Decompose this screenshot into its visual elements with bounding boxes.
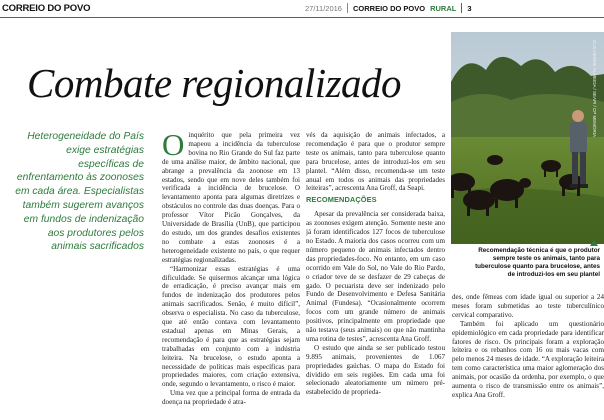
article-column-1 xyxy=(162,131,300,420)
section-name: RURAL xyxy=(430,3,457,13)
body-paragraph: Também foi aplicado um questionário epidemiológico em cada propriedade para identificar fatores de risco. Os principais foram a exploração leiteira e os rebanhos com 16 ou mais vacas com pelo menos 24 meses de idade. “A exploração leiteira tem como característica uma maior aglomeração dos animais, por ocasião da ordenha, por exemplo, o que aumenta o risco de transmissão entre os animais”, explica Ana Groff. xyxy=(452,319,604,399)
drop-cap: O xyxy=(162,131,185,162)
cattle-pasture-photo xyxy=(451,32,604,244)
photo-credit xyxy=(589,40,597,150)
section-subhead: RECOMENDAÇÕES xyxy=(306,195,377,205)
article-deck: Heterogeneidade do País exige estratégias específicas de enfrentamento às zoonoses em cada área. Especialistas também sugerem avanços em fundos de indenização aos produtores pelos animais sacrificados xyxy=(15,131,144,253)
photo-caption: Recomendação técnica é que o produtor sempre teste os animais, tanto para tuberculose quanto para brucelose, antes de introduzi-los em seu plantel xyxy=(475,247,600,279)
body-paragraph: Apesar da prevalência ser considerada baixa, as zoonoses exigem atenção. Somente neste ano já foram identificados 127 focos de tuberculose no Estado. A maioria dos casos ocorreu com um número pequeno de animais infectados dentro das propriedades-foco. No entanto, em um caso ocorrido em Vale do Sol, no Vale do Rio Pardo, o criador teve de se desfazer de 29 cabeças de gado. O pecuarista deve ser indenizado pelo Fundo de Desenvolvimento e Defesa Sanitária Animal (Fundesa). “Ocasionalmente ocorrem focos com um grande número de animais positivos, principalmente em propriedade que não testava (seus animais) ou que não mantinha uma rotina de testes”, acrescenta Ana Groff. xyxy=(306,210,445,343)
body-paragraph: O estudo que ainda se ser publicado testou 9.895 animais, provenientes de 1.067 propriedades gaúchas. O mapa do Estado foi dividido em seis regiões. Em cada uma foi selecionado aleatoriamente um número pré-estabelecido de proprieda- xyxy=(306,343,445,397)
body-paragraph: des, onde fêmeas com idade igual ou superior a 24 meses foram submetidas ao teste tuberculínico cervical comparativo. xyxy=(452,293,604,319)
header-rule xyxy=(0,17,604,18)
body-paragraph: Uma vez que a principal forma de entrada da doença na propriedade é atra- xyxy=(162,389,300,407)
page-header xyxy=(305,1,472,15)
body-paragraph: inquérito que pela primeira vez mapeou a incidência da tuberculose bovina no Rio Grande do Sul faz parte de uma análise maior, de âmbito nacional, que abrange a prevalência da zoonose em 13 estados, sendo que em nove deles também foi verificada a incidência de brucelose. O levantamento aponta para algumas diretrizes e obstáculos no controle das duas doenças. Para o professor Vítor Picão Gonçalves, da Universidade de Brasília (UnB), que participou do estudo, um dos grandes desafios existentes no combate a estas zoonoses é a heterogeneidade existente no país, o que requer estratégias regionalizadas. xyxy=(162,131,300,264)
issue-date: 27/11/2016 xyxy=(305,3,342,13)
headline: Combate regionalizado xyxy=(27,60,402,106)
header-divider xyxy=(347,3,348,13)
body-paragraph: “Harmonizar essas estratégias é uma dificuldade. Se quisermos alcançar uma lógica de erradicação, é preciso avançar mais em fundos de indenização dos produtores pelos animais sacrificados. Senão, é muito difícil”, observa o especialista. No caso da tuberculose, que até então contava com levantamento estadual apenas em Minas Gerais, a recomendação é para que as estratégias sejam trabalhadas em conjunto com a indústria leiteira. Na brucelose, o estudo aponta a necessidade de políticas mais específicas para propriedades maiores, com criação extensiva, onde, segundo o levantamento, o risco é maior. xyxy=(162,264,300,389)
header-divider xyxy=(461,3,462,13)
caption-marker xyxy=(590,240,598,246)
header-paper-name: CORREIO DO POVO xyxy=(352,3,426,13)
article-column-2 xyxy=(306,131,445,420)
article-photo xyxy=(451,32,604,244)
body-paragraph: vés da aquisição de animais infectados, a recomendação é para que o produtor sempre teste os animais, tanto para tuberculose quanto para brucelose, antes de introduzi-los em seu plantel. “Além disso, recomenda-se um teste anual em todos os animais das propriedades leiteiras”, acrescenta Ana Groff, da Seapi. xyxy=(306,131,445,193)
article-column-3 xyxy=(452,293,604,420)
page-number: 3 xyxy=(467,3,472,13)
photo-credit-text: GUILHERME ALMEIDA / SEAPI / CP MEMÓRIA xyxy=(592,40,597,137)
masthead-logo: CORREIO DO POVO xyxy=(2,3,91,14)
